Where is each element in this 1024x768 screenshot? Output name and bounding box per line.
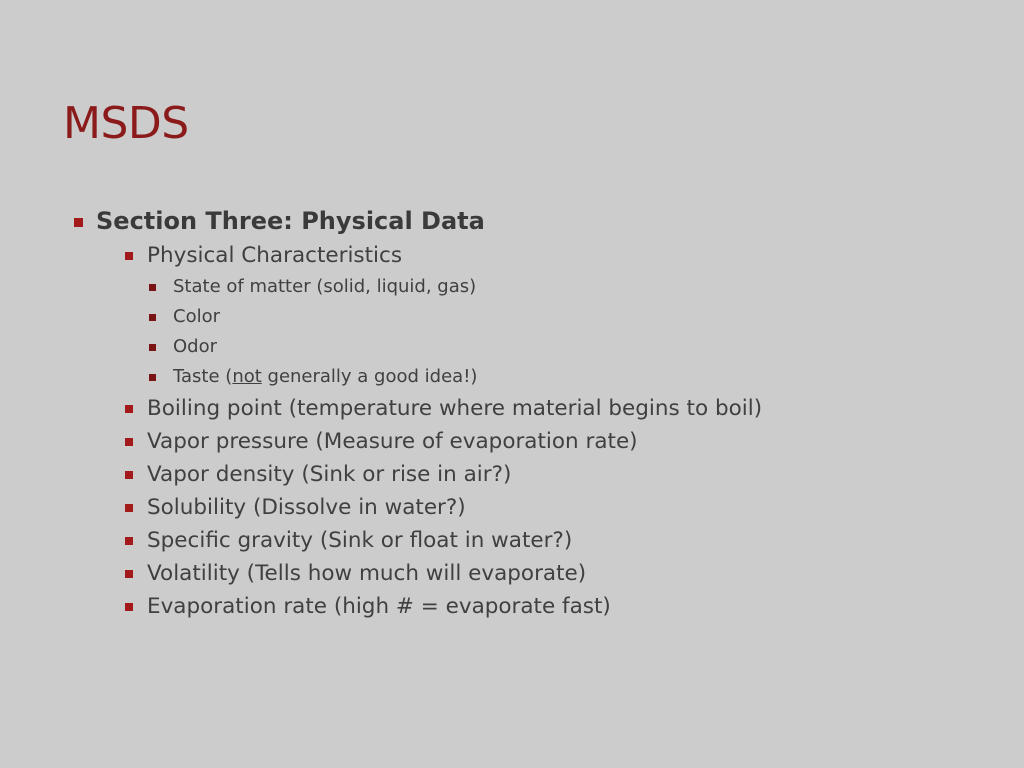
bullet-text: Vapor density (Sink or rise in air?)	[147, 462, 512, 487]
bullet-odor	[148, 332, 972, 362]
bullet-section-heading	[72, 204, 972, 239]
bullet-text: Vapor pressure (Measure of evaporation rate)	[147, 429, 638, 454]
square-bullet-icon	[149, 314, 156, 321]
bullet-taste	[148, 362, 972, 392]
bullet-text: Specific gravity (Sink or float in water?)	[147, 528, 573, 553]
square-bullet-icon	[149, 344, 156, 351]
square-bullet-icon	[125, 405, 133, 413]
bullet-text: Solubility (Dissolve in water?)	[147, 495, 466, 520]
square-bullet-icon	[149, 284, 156, 291]
bullet-vapor-pressure	[124, 425, 972, 458]
bullet-text: Physical Characteristics	[147, 243, 403, 268]
slide-content	[72, 204, 972, 623]
bullet-text: Evaporation rate (high # = evaporate fast)	[147, 594, 611, 619]
square-bullet-icon	[125, 471, 133, 479]
bullet-color	[148, 302, 972, 332]
bullet-text: Boiling point (temperature where material begins to boil)	[147, 396, 763, 421]
square-bullet-icon	[149, 374, 156, 381]
bullet-text: Volatility (Tells how much will evaporate)	[147, 561, 587, 586]
bullet-text: Odor	[173, 336, 218, 357]
taste-emphasis: not	[232, 366, 262, 387]
bullet-volatility	[124, 557, 972, 590]
bullet-text: State of matter (solid, liquid, gas)	[173, 276, 477, 297]
square-bullet-icon	[74, 218, 83, 227]
square-bullet-icon	[125, 504, 133, 512]
bullet-solubility	[124, 491, 972, 524]
square-bullet-icon	[125, 603, 133, 611]
taste-suffix: generally a good idea!)	[261, 366, 478, 387]
taste-prefix: Taste (	[173, 366, 233, 387]
slide-title: MSDS	[63, 98, 189, 149]
bullet-boiling-point	[124, 392, 972, 425]
bullet-state-of-matter	[148, 272, 972, 302]
square-bullet-icon	[125, 537, 133, 545]
square-bullet-icon	[125, 252, 133, 260]
square-bullet-icon	[125, 570, 133, 578]
bullet-physical-characteristics	[124, 239, 972, 272]
bullet-specific-gravity	[124, 524, 972, 557]
square-bullet-icon	[125, 438, 133, 446]
bullet-evaporation-rate	[124, 590, 972, 623]
section-heading-text: Section Three: Physical Data	[96, 207, 485, 235]
bullet-text: Color	[173, 306, 220, 327]
bullet-vapor-density	[124, 458, 972, 491]
